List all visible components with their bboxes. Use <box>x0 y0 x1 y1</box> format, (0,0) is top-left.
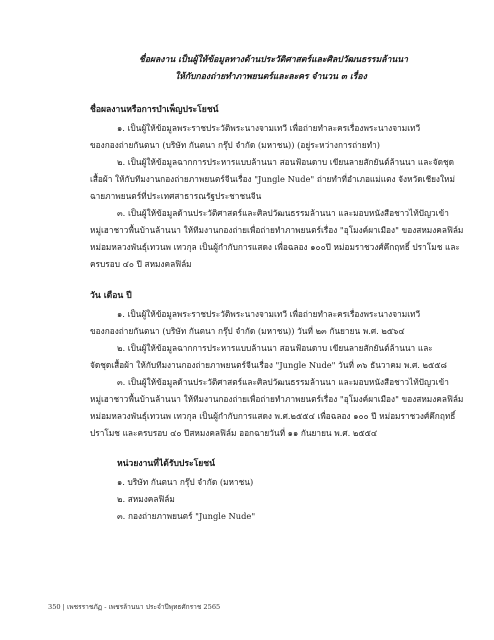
title-line-1: ชื่อผลงาน เป็นผู้ให้ข้อมูลทางด้านประวัติศาสตร์และศิลปวัฒนธรรมล้านนา <box>139 55 408 65</box>
benefit-line: ๒. เป็นผู้ให้ข้อมูลฉากการประหารแบบล้านนา สอนฟ้อนดาบ เขียนลายสักยันต์ล้านนา และจัดชุด <box>117 157 454 167</box>
org-list-item: ๑. บริษัท กันตนา กรุ๊ป จำกัด (มหาชน) <box>117 477 254 487</box>
date-line: ๑. เป็นผู้ให้ข้อมูลพระราชประวัติพระนางจามเทวี เพื่อถ่ายทำละครเรื่องพระนางจามเทวี <box>117 309 421 319</box>
date-line: หมู่เฮาชาวพื้นบ้านล้านนา ให้ทีมงานกองถ่ายเพื่อถ่ายทำภาพยนตร์เรื่อง "อุโมงค์ผาเมือง" ของสหมงคลฟิล์ม <box>90 394 464 404</box>
page-footer: 350 | เพชรราชภัฏ - เพชรล้านนา ประจำปีพุทธศักราช 2565 <box>48 603 221 611</box>
benefit-line: หมู่เฮาชาวพื้นบ้านล้านนา ให้ทีมงานกองถ่ายเพื่อถ่ายทำภาพยนตร์เรื่อง "อุโมงค์ผาเมือง" ของสหมงคลฟิล์ม <box>90 225 464 235</box>
benefit-line: หม่อมหลวงพันธุ์เทวนพ เทวกุล เป็นผู้กำกับการแสดง เพื่อฉลอง ๑๐๐ปี หม่อมราชวงศ์คึกฤทธิ์ ปราโมช และ <box>90 242 460 252</box>
date-line: จัดชุดเสื้อผ้า ให้กับทีมงานกองถ่ายภาพยนตร์จีนเรื่อง "Jungle Nude" วันที่ ๓๖ ธันวาคม พ.ศ. ๒๕๕๘ <box>90 360 447 370</box>
date-line: ๓. เป็นผู้ให้ข้อมูลด้านประวัติศาสตร์และศิลปวัฒนธรรมล้านนา และมอบหนังสือชาวไท้ปัญวเข้า <box>117 377 449 387</box>
section-heading-benefit: ชื่อผลงานหรือการบำเพ็ญประโยชน์ <box>90 105 219 115</box>
benefit-line: เสื้อผ้า ให้กับทีมงานกองถ่ายภาพยนตร์จีนเรื่อง "Jungle Nude" ถ่ายทำที่อำเภอแม่แตง จังหวัดเชียงใหม่ <box>90 174 455 184</box>
org-list-item: ๓. กองถ่ายภาพยนตร์ "Jungle Nude" <box>117 511 256 521</box>
date-line: หม่อมหลวงพันธุ์เทวนพ เทวกุล เป็นผู้กำกับการแสดง พ.ศ.๒๕๕๔ เพื่อฉลอง ๑๐๐ ปี หม่อมราชวงศ์คึกฤทธิ์ <box>90 411 456 421</box>
date-line: ของกองถ่ายกันตนา (บริษัท กันตนา กรุ๊ป จำกัด (มหาชน)) วันที่ ๒๓ กันยายน พ.ศ. ๒๕๖๔ <box>90 326 405 336</box>
date-line: ปราโมช และครบรอบ ๔๐ ปีสหมงคลฟิล์ม ออกฉายวันที่ ๑๑ กันยายน พ.ศ. ๒๕๕๔ <box>90 428 378 438</box>
benefit-line: ๑. เป็นผู้ให้ข้อมูลพระราชประวัติพระนางจามเทวี เพื่อถ่ายทำละครเรื่องพระนางจามเทวี <box>117 123 421 133</box>
benefit-line: ฉายภาพยนตร์ที่ประเทศสาธารณรัฐประชาชนจีน <box>90 191 262 201</box>
org-list-item: ๒. สหมงคลฟิล์ม <box>117 494 175 504</box>
section-heading-date: วัน เดือน ปี <box>90 291 132 301</box>
date-line: ๒. เป็นผู้ให้ข้อมูลฉากการประหารแบบล้านนา สอนฟ้อนดาบ เขียนลายสักยันต์ล้านนา และ <box>117 343 433 353</box>
title-line-2: ให้กับกองถ่ายทำภาพยนตร์และละคร จำนวน ๓ เรื่อง <box>175 72 367 82</box>
benefit-line: ของกองถ่ายกันตนา (บริษัท กันตนา กรุ๊ป จำกัด (มหาชน)) (อยู่ระหว่างการถ่ายทำ) <box>90 140 381 150</box>
benefit-line: ครบรอบ ๔๐ ปี สหมงคลฟิล์ม <box>90 259 192 269</box>
benefit-line: ๓. เป็นผู้ให้ข้อมูลด้านประวัติศาสตร์และศิลปวัฒนธรรมล้านนา และมอบหนังสือชาวไท้ปัญวเข้า <box>117 208 449 218</box>
section-heading-org: หน่วยงานที่ได้รับประโยชน์ <box>117 459 215 469</box>
